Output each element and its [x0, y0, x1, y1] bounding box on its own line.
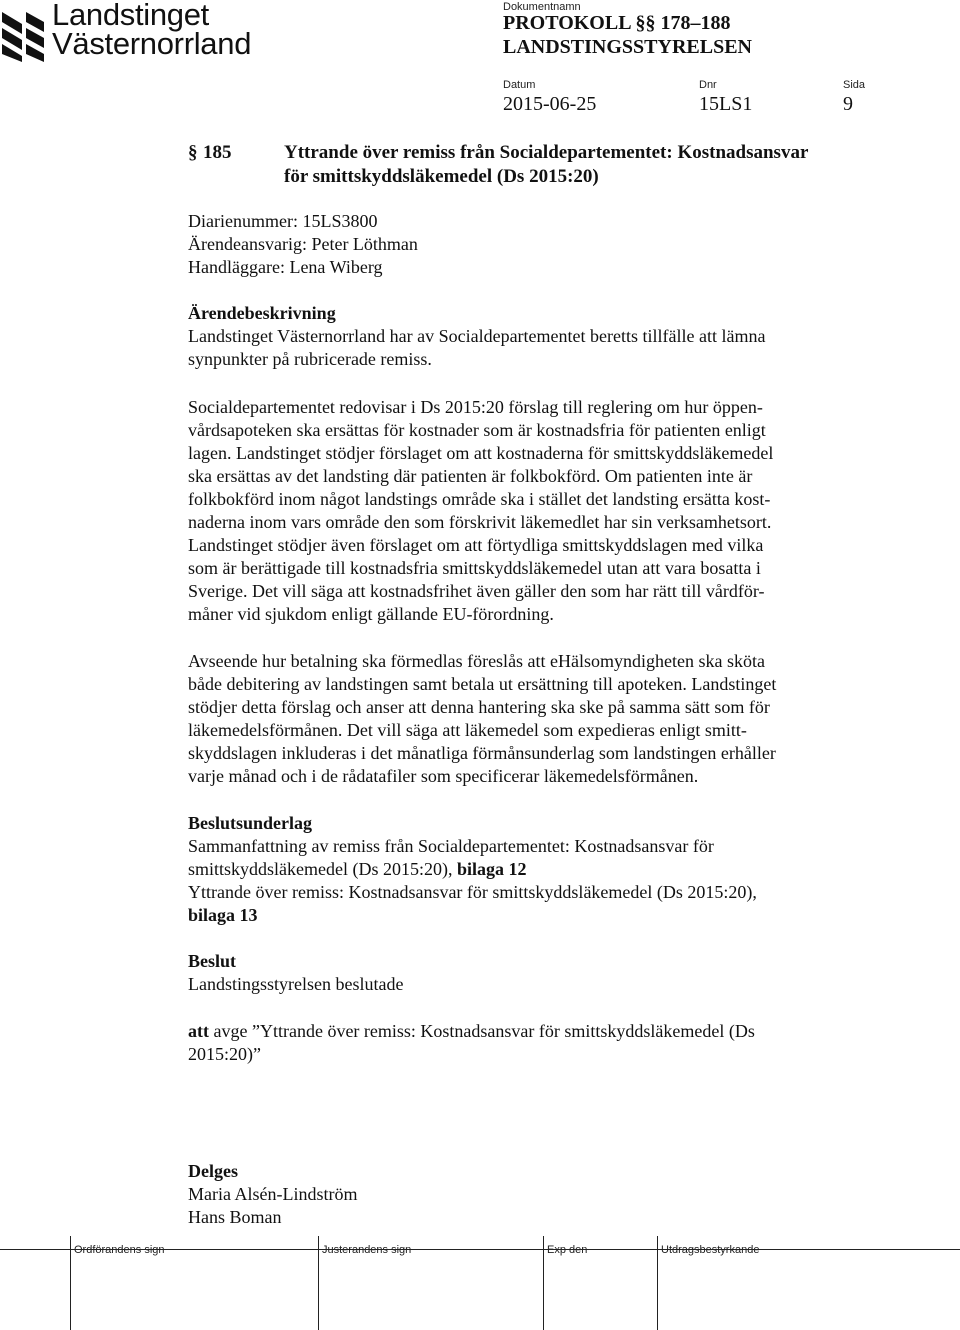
att-keyword: att — [188, 1021, 209, 1041]
item-number: 185 — [203, 142, 232, 163]
date-label: Datum — [503, 79, 536, 91]
delges-heading: Delges — [188, 1161, 238, 1181]
paragraph-betalning — [188, 650, 776, 788]
paragraph-line: skyddslagen inkluderas i det månatliga förmånsunderlag som landstingen erhåller — [188, 743, 776, 763]
beslut-att-clause — [188, 1020, 755, 1066]
paragraph-line: läkemedelsförmånen. Det vill säga att läkemedel som expedieras enligt smitt- — [188, 720, 747, 740]
beslutsunderlag-line-text: smittskyddsläkemedel (Ds 2015:20), — [188, 859, 457, 879]
delges-recipient: Maria Alsén-Lindström — [188, 1184, 358, 1204]
signature-divider — [543, 1236, 544, 1330]
beslutsunderlag-line: Sammanfattning av remiss från Socialdepartementet: Kostnadsansvar för — [188, 836, 714, 856]
paragraph-line: Socialdepartementet redovisar i Ds 2015:20 förslag till reglering om hur öppen- — [188, 397, 763, 417]
logo-line-1: Landstinget — [52, 0, 209, 32]
signature-divider — [318, 1236, 319, 1330]
bilaga-13-label: bilaga 13 — [188, 905, 258, 925]
paragraph-line: varje månad och i de rådatafiler som specificerar läkemedelsförmånen. — [188, 766, 699, 786]
beslutsunderlag-heading: Beslutsunderlag — [188, 813, 313, 833]
paragraph-line: folkbokförd inom något landstings område ska i stället det landsting ersätta kost- — [188, 489, 771, 509]
paragraph-line: lagen. Landstinget stödjer förslaget om att kostnaderna för smittskyddsläkemedel — [188, 443, 774, 463]
paragraph-line: måner vid sjukdom enligt gällande EU-förordning. — [188, 604, 554, 624]
dnr-label: Dnr — [699, 79, 717, 91]
logo-line-2: Västernorrland — [52, 26, 252, 61]
delges-recipient: Hans Boman — [188, 1207, 282, 1227]
section-symbol: § — [188, 142, 198, 163]
delges-section — [188, 1160, 357, 1229]
beslutsunderlag-line: Yttrande över remiss: Kostnadsansvar för smittskyddsläkemedel (Ds 2015:20), — [188, 882, 757, 902]
arendebeskrivning-line: Landstinget Västernorrland har av Socialdepartementet beretts tillfälle att lämna — [188, 326, 766, 346]
doc-subtitle: LANDSTINGSSTYRELSEN — [503, 36, 752, 58]
justerandens-sign-label: Justerandens sign — [322, 1244, 412, 1256]
item-title — [284, 141, 808, 189]
arendeansvarig: Ärendeansvarig: Peter Löthman — [188, 234, 418, 254]
doc-name-label: Dokumentnamn — [503, 1, 581, 13]
item-title-line-2: för smittskyddsläkemedel (Ds 2015:20) — [284, 166, 599, 187]
beslut-line: Landstingsstyrelsen beslutade — [188, 974, 404, 994]
arendebeskrivning-section — [188, 302, 765, 371]
paragraph-line: Avseende hur betalning ska förmedlas föreslås att eHälsomyndigheten ska sköta — [188, 651, 766, 671]
date-value: 2015-06-25 — [503, 93, 597, 115]
diarienummer: Diarienummer: 15LS3800 — [188, 211, 378, 231]
att-text: avge ”Yttrande över remiss: Kostnadsansvar för smittskyddsläkemedel (Ds — [209, 1021, 755, 1041]
paragraph-line: Landstinget stödjer även förslaget om att förtydliga smittskyddslagen med vilka — [188, 535, 764, 555]
paragraph-line: ska ersättas av det landsting där patienten är folkbokförd. Om patienten inte är — [188, 466, 753, 486]
signature-divider — [70, 1236, 71, 1330]
paragraph-line: naderna inom vars område den som förskrivit läkemedlet har sin verksamhetsort. — [188, 512, 772, 532]
logo-wordmark — [52, 0, 252, 61]
paragraph-line: stödjer detta förslag och anser att denna hantering ska ske på samma sätt som för — [188, 697, 770, 717]
paragraph-line: vårdsapoteken ska ersättas för kostnader som är kostnadsfria för patienten enligt — [188, 420, 766, 440]
paragraph-remiss-summary — [188, 396, 773, 626]
signature-divider — [657, 1236, 658, 1330]
utdragsbestyrkande-label: Utdragsbestyrkande — [661, 1244, 760, 1256]
arendebeskrivning-heading: Ärendebeskrivning — [188, 303, 336, 323]
page-label: Sida — [843, 79, 866, 91]
paragraph-line: som är berättigade till kostnadsfria smittskyddsläkemedel utan att vara bosatta i — [188, 558, 761, 578]
dnr-value: 15LS1 — [699, 93, 753, 115]
arendebeskrivning-line: synpunkter på rubricerade remiss. — [188, 349, 432, 369]
paragraph-line: Sverige. Det vill säga att kostnadsfrihet även gäller den som har rätt till vårdför- — [188, 581, 765, 601]
beslut-section — [188, 950, 403, 996]
beslutsunderlag-section — [188, 812, 757, 927]
page-value: 9 — [843, 93, 853, 115]
logo-symbol-icon — [0, 6, 46, 62]
beslutsunderlag-line — [188, 858, 757, 881]
att-text-line-2: 2015:20)” — [188, 1044, 261, 1064]
beslut-heading: Beslut — [188, 951, 237, 971]
paragraph-line: både debitering av landstingen samt betala ut ersättning till apoteken. Landstinget — [188, 674, 777, 694]
meta-block — [188, 210, 418, 279]
doc-title: PROTOKOLL §§ 178–188 — [503, 12, 731, 34]
ordforandens-sign-label: Ordförandens sign — [74, 1244, 165, 1256]
handlaggare: Handläggare: Lena Wiberg — [188, 257, 383, 277]
exp-den-label: Exp den — [547, 1244, 588, 1256]
item-title-line-1: Yttrande över remiss från Socialdepartementet: Kostnadsansvar — [284, 142, 809, 163]
bilaga-12-label: bilaga 12 — [456, 859, 527, 879]
